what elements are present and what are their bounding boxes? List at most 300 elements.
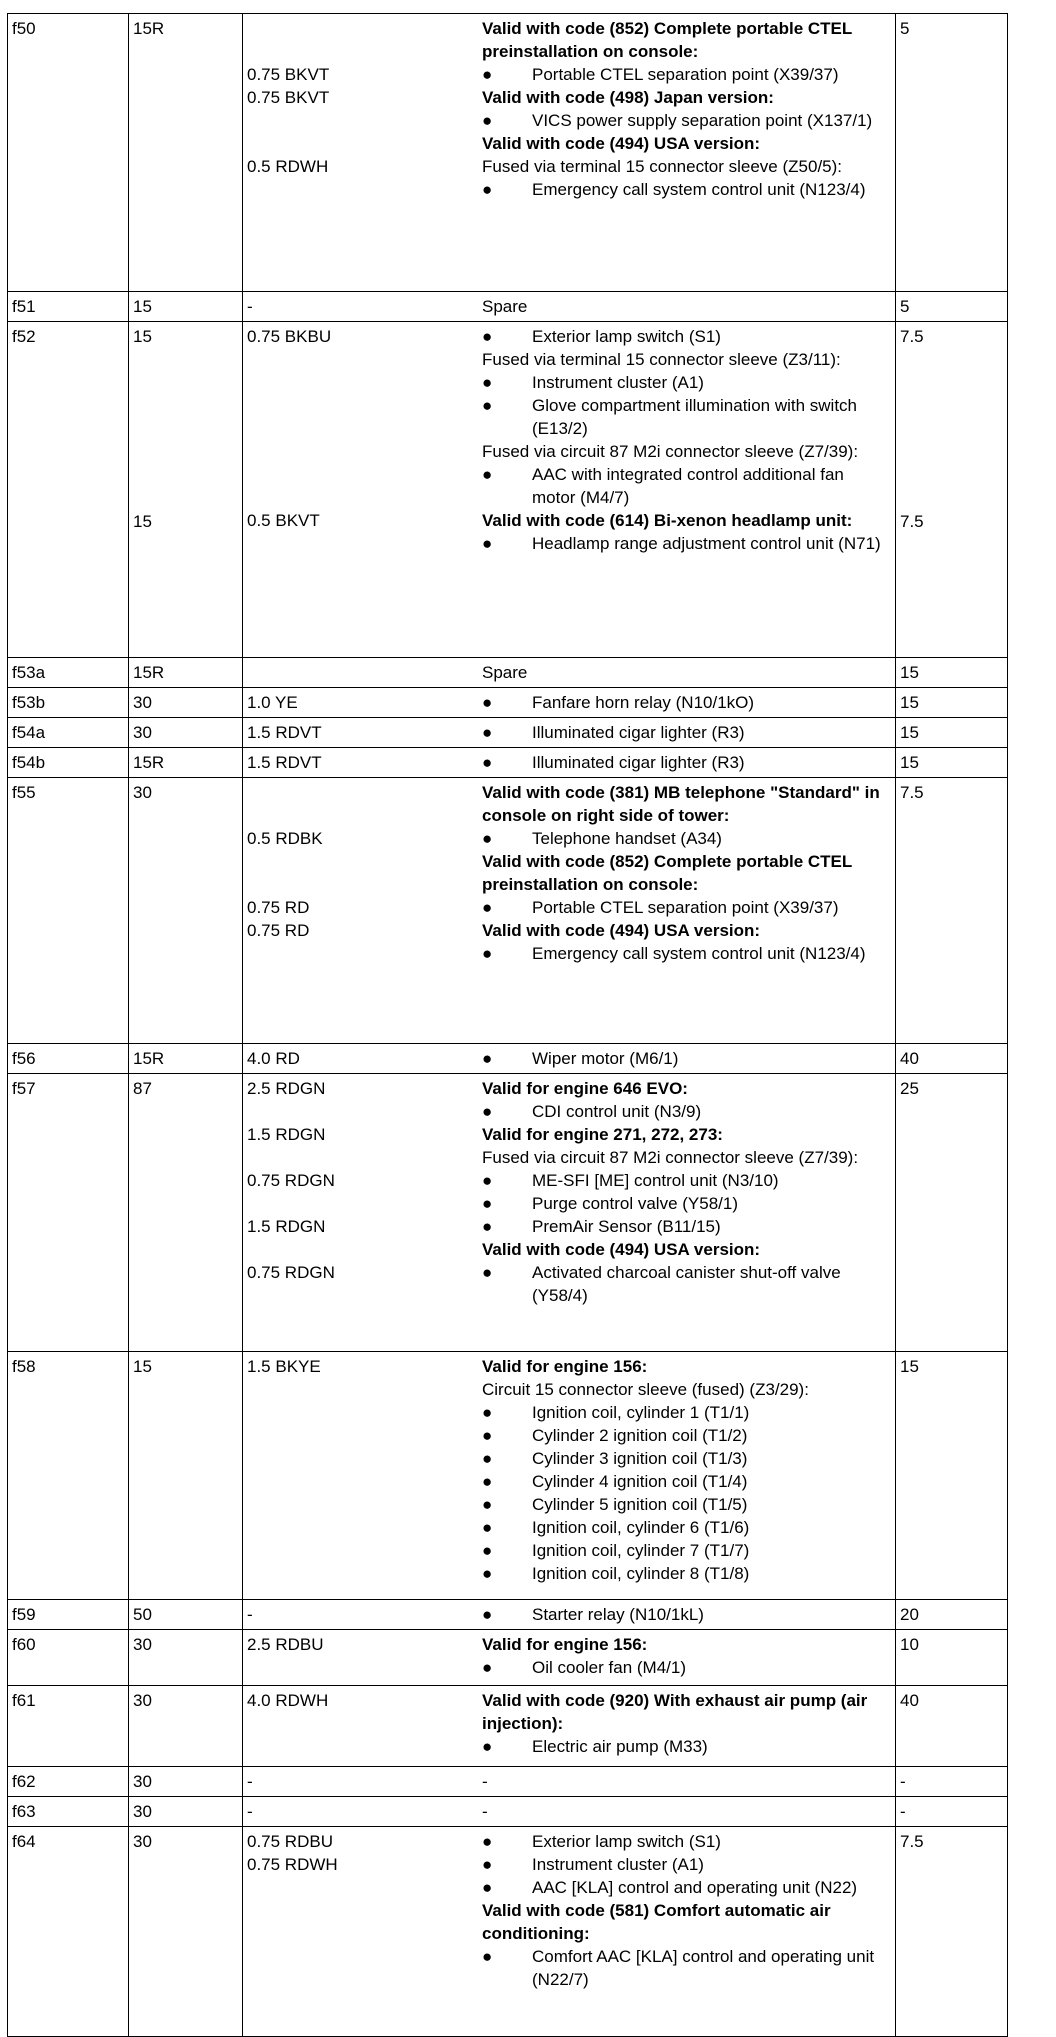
consumer-description: Fused via circuit 87 M2i connector sleeve (Z7/39):: [482, 1148, 859, 1167]
circuit-line: [247, 1378, 891, 1401]
bullet-icon: ●: [482, 829, 493, 848]
wire-spec: 0.75 BKBU: [247, 327, 332, 346]
validity-heading: Valid for engine 156:: [482, 1357, 648, 1376]
table-row: [8, 1630, 1008, 1686]
table-row: [8, 322, 1008, 658]
fuse-number: f64: [8, 1827, 129, 2037]
amp-value: 15: [900, 693, 919, 712]
wire-spec: 0.75 RD: [247, 898, 310, 917]
validity-heading: Valid with code (920) With exhaust air pump (air injection):: [482, 1691, 868, 1733]
consumer-description: Circuit 15 connector sleeve (fused) (Z3/29):: [482, 1380, 809, 1399]
consumer-description: Fused via terminal 15 connector sleeve (Z3/11):: [482, 350, 841, 369]
wire-spec: [247, 440, 482, 463]
wire-spec: -: [247, 297, 253, 316]
wire-spec: 4.0 RD: [247, 1049, 300, 1068]
circuit-line: [247, 1562, 891, 1585]
wire-spec: [247, 1539, 482, 1562]
table-row: [8, 778, 1008, 1044]
circuit-line: [247, 1424, 891, 1447]
circuit-line: [247, 896, 891, 919]
amp-value: -: [900, 1802, 906, 1821]
circuit-line: [247, 1830, 891, 1853]
wire-spec: [247, 394, 482, 440]
table-row: [8, 1686, 1008, 1767]
bullet-icon: ●: [482, 327, 493, 346]
terminal-value: 15R: [133, 663, 165, 682]
terminal-value: 15R: [133, 1049, 165, 1068]
terminal: [129, 1767, 243, 1797]
fuse-number: f58: [8, 1352, 129, 1600]
circuit-line: [247, 691, 891, 714]
bullet-icon: ●: [482, 65, 493, 84]
wire-spec: -: [247, 1605, 253, 1624]
wire-spec: 4.0 RDWH: [247, 1691, 329, 1710]
fuse-rating: [896, 748, 1008, 778]
fuse-number: f54b: [8, 748, 129, 778]
amp-value: 7.5: [900, 511, 924, 531]
wire-spec: [247, 1100, 482, 1123]
terminal: [129, 1074, 243, 1352]
validity-heading: Valid with code (852) Complete portable CTEL preinstallation on console:: [482, 852, 852, 894]
consumer-description: Telephone handset (A34): [532, 829, 722, 848]
wire-cell: [243, 14, 896, 292]
consumer-description: Ignition coil, cylinder 6 (T1/6): [532, 1518, 750, 1537]
terminal-value: 30: [133, 1832, 152, 1851]
table-row: [8, 718, 1008, 748]
wire-spec: [247, 1146, 482, 1169]
fuse-rating: [896, 1827, 1008, 2037]
wire-spec: [247, 348, 482, 371]
terminal-value: 30: [133, 723, 152, 742]
wire-cell: [243, 718, 896, 748]
fuse-number: f53a: [8, 658, 129, 688]
validity-heading: Valid with code (494) USA version:: [482, 921, 761, 940]
wire-spec: [247, 532, 482, 555]
wire-cell: [243, 322, 896, 658]
circuit-line: [247, 463, 891, 509]
bullet-icon: ●: [482, 1658, 493, 1677]
consumer-description: Comfort AAC [KLA] control and operating unit (N22/7): [532, 1947, 875, 1989]
circuit-line: [247, 1735, 891, 1758]
bullet-icon: ●: [482, 1495, 493, 1514]
validity-heading: Valid with code (494) USA version:: [482, 134, 761, 153]
wire-spec: [247, 1238, 482, 1261]
consumer-description: Headlamp range adjustment control unit (N71): [532, 534, 881, 553]
consumer-description: Spare: [482, 663, 528, 682]
wire-spec: [247, 109, 482, 132]
circuit-line: [247, 1355, 891, 1378]
amp-value: 5: [900, 297, 910, 316]
terminal: [129, 1630, 243, 1686]
circuit-line: [247, 751, 891, 774]
fuse-number: f62: [8, 1767, 129, 1797]
bullet-icon: ●: [482, 1737, 493, 1756]
bullet-icon: ●: [482, 898, 493, 917]
consumer-description: -: [482, 1802, 488, 1821]
amp-value: -: [900, 1772, 906, 1791]
amp-value: 5: [900, 19, 910, 38]
circuit-line: [247, 1401, 891, 1424]
wire-spec: 0.75 RD: [247, 921, 310, 940]
wire-spec: [247, 1876, 482, 1899]
wire-spec: 0.75 RDBU: [247, 1832, 333, 1851]
consumer-description: VICS power supply separation point (X137/1): [532, 111, 873, 130]
validity-heading: Valid with code (614) Bi-xenon headlamp unit:: [482, 511, 853, 530]
wire-spec: -: [247, 1772, 253, 1791]
terminal-value: 30: [133, 693, 152, 712]
fuse-allocation-table: [7, 13, 1008, 2037]
consumer-description: Purge control valve (Y58/1): [532, 1194, 738, 1213]
terminal-value: 30: [133, 783, 152, 802]
circuit-line: [247, 132, 891, 155]
consumer-description: Oil cooler fan (M4/1): [532, 1658, 686, 1677]
consumer-description: -: [482, 1772, 488, 1791]
circuit-line: [247, 827, 891, 850]
fuse-rating: [896, 292, 1008, 322]
circuit-line: [247, 1603, 891, 1626]
bullet-icon: ●: [482, 1049, 493, 1068]
consumer-description: Glove compartment illumination with switch (E13/2): [532, 396, 858, 438]
circuit-line: [247, 1146, 891, 1169]
fuse-number: f57: [8, 1074, 129, 1352]
fuse-rating: [896, 1352, 1008, 1600]
terminal-value: 15: [133, 511, 152, 531]
wire-spec: [247, 1562, 482, 1585]
bullet-icon: ●: [482, 1426, 493, 1445]
circuit-line: [247, 1447, 891, 1470]
table-row: [8, 1827, 1008, 2037]
terminal-value: 15: [133, 297, 152, 316]
terminal-value: 30: [133, 1802, 152, 1821]
circuit-line: [247, 532, 891, 555]
wire-cell: [243, 1827, 896, 2037]
table-row: [8, 688, 1008, 718]
circuit-line: [247, 509, 891, 532]
wire-spec: [247, 850, 482, 896]
terminal-value: 30: [133, 1772, 152, 1791]
wire-cell: [243, 1797, 896, 1827]
terminal: [129, 688, 243, 718]
amp-value: 20: [900, 1605, 919, 1624]
wire-spec: [247, 661, 482, 684]
fuse-rating: [896, 688, 1008, 718]
consumer-description: AAC [KLA] control and operating unit (N22): [532, 1878, 858, 1897]
table-row: [8, 1074, 1008, 1352]
wire-spec: [247, 371, 482, 394]
table-row: [8, 1352, 1008, 1600]
wire-cell: [243, 1352, 896, 1600]
validity-heading: Valid for engine 271, 272, 273:: [482, 1125, 723, 1144]
wire-cell: [243, 658, 896, 688]
amp-value: 7.5: [900, 783, 924, 802]
wire-spec: [247, 781, 482, 827]
circuit-line: [247, 721, 891, 744]
wire-spec: 1.0 YE: [247, 693, 298, 712]
wire-spec: [247, 1945, 482, 1991]
fuse-rating: [896, 1044, 1008, 1074]
wire-spec: [247, 1470, 482, 1493]
wire-spec: [247, 178, 482, 201]
terminal: [129, 1827, 243, 2037]
wire-spec: 1.5 RDGN: [247, 1217, 326, 1236]
consumer-description: Fused via circuit 87 M2i connector sleeve (Z7/39):: [482, 442, 859, 461]
bullet-icon: ●: [482, 693, 493, 712]
circuit-line: [247, 1539, 891, 1562]
bullet-icon: ●: [482, 1605, 493, 1624]
circuit-line: [247, 325, 891, 348]
circuit-line: [247, 63, 891, 86]
amp-value: 15: [900, 723, 919, 742]
terminal: [129, 1352, 243, 1600]
wire-cell: [243, 1686, 896, 1767]
terminal: [129, 1600, 243, 1630]
consumer-description: Ignition coil, cylinder 1 (T1/1): [532, 1403, 750, 1422]
circuit-line: [247, 1470, 891, 1493]
wire-spec: 2.5 RDBU: [247, 1635, 324, 1654]
circuit-line: [247, 1047, 891, 1070]
bullet-icon: ●: [482, 1518, 493, 1537]
circuit-line: [247, 371, 891, 394]
consumer-description: ME-SFI [ME] control unit (N3/10): [532, 1171, 779, 1190]
wire-spec: 0.75 BKVT: [247, 65, 330, 84]
terminal-value: 15R: [133, 19, 165, 38]
amp-value: 40: [900, 1049, 919, 1068]
circuit-line: [247, 1633, 891, 1656]
wire-cell: [243, 1600, 896, 1630]
fuse-number: f60: [8, 1630, 129, 1686]
bullet-icon: ●: [482, 1217, 493, 1236]
bullet-icon: ●: [482, 1541, 493, 1560]
consumer-description: Cylinder 2 ignition coil (T1/2): [532, 1426, 748, 1445]
table-row: [8, 1044, 1008, 1074]
circuit-line: [247, 1493, 891, 1516]
table-row: [8, 1767, 1008, 1797]
wire-spec: 0.75 BKVT: [247, 88, 330, 107]
consumer-description: Ignition coil, cylinder 8 (T1/8): [532, 1564, 750, 1583]
amp-value: 25: [900, 1079, 919, 1098]
bullet-icon: ●: [482, 944, 493, 963]
circuit-line: [247, 919, 891, 942]
consumer-description: Spare: [482, 297, 528, 316]
circuit-line: [247, 155, 891, 178]
wire-spec: [247, 1424, 482, 1447]
amp-value: 7.5: [900, 327, 924, 346]
terminal: [129, 1686, 243, 1767]
table-row: [8, 658, 1008, 688]
consumer-description: CDI control unit (N3/9): [532, 1102, 702, 1121]
fuse-rating: [896, 1630, 1008, 1686]
consumer-description: Exterior lamp switch (S1): [532, 327, 721, 346]
wire-spec: [247, 1447, 482, 1470]
consumer-description: Emergency call system control unit (N123/4): [532, 944, 866, 963]
validity-heading: Valid for engine 156:: [482, 1635, 648, 1654]
wire-spec: [247, 1735, 482, 1758]
consumer-description: Emergency call system control unit (N123/4): [532, 180, 866, 199]
wire-spec: -: [247, 1802, 253, 1821]
circuit-line: [247, 661, 891, 684]
circuit-line: [247, 1945, 891, 1991]
bullet-icon: ●: [482, 1878, 493, 1897]
circuit-line: [247, 1876, 891, 1899]
fuse-number: f54a: [8, 718, 129, 748]
bullet-icon: ●: [482, 1947, 493, 1966]
fuse-rating: [896, 1767, 1008, 1797]
circuit-line: [247, 86, 891, 109]
amp-value: 10: [900, 1635, 919, 1654]
wire-spec: 1.5 RDGN: [247, 1125, 326, 1144]
circuit-line: [247, 1238, 891, 1261]
terminal: [129, 718, 243, 748]
circuit-line: [247, 17, 891, 63]
validity-heading: Valid with code (498) Japan version:: [482, 88, 774, 107]
wire-spec: [247, 1401, 482, 1424]
circuit-line: [247, 109, 891, 132]
fuse-number: f52: [8, 322, 129, 658]
amp-value: 40: [900, 1691, 919, 1710]
consumer-description: Portable CTEL separation point (X39/37): [532, 898, 839, 917]
wire-spec: 1.5 BKYE: [247, 1357, 321, 1376]
amp-value: 15: [900, 1357, 919, 1376]
wire-cell: [243, 1630, 896, 1686]
bullet-icon: ●: [482, 723, 493, 742]
wire-spec: 0.5 BKVT: [247, 511, 320, 530]
wire-cell: [243, 1767, 896, 1797]
terminal: [129, 1797, 243, 1827]
fuse-rating: [896, 1600, 1008, 1630]
consumer-description: Starter relay (N10/1kL): [532, 1605, 704, 1624]
wire-cell: [243, 1074, 896, 1352]
circuit-line: [247, 1261, 891, 1307]
circuit-line: [247, 295, 891, 318]
circuit-line: [247, 1800, 891, 1823]
circuit-line: [247, 1516, 891, 1539]
fuse-number: f63: [8, 1797, 129, 1827]
validity-heading: Valid with code (494) USA version:: [482, 1240, 761, 1259]
bullet-icon: ●: [482, 465, 493, 484]
terminal-value: 15: [133, 1357, 152, 1376]
bullet-icon: ●: [482, 1449, 493, 1468]
circuit-line: [247, 1123, 891, 1146]
circuit-line: [247, 1689, 891, 1735]
circuit-line: [247, 1853, 891, 1876]
terminal-value: 30: [133, 1691, 152, 1710]
fuse-number: f61: [8, 1686, 129, 1767]
consumer-description: Electric air pump (M33): [532, 1737, 708, 1756]
wire-spec: 0.5 RDWH: [247, 157, 329, 176]
wire-spec: [247, 132, 482, 155]
terminal: [129, 658, 243, 688]
table-row: [8, 14, 1008, 292]
bullet-icon: ●: [482, 1855, 493, 1874]
wire-spec: 0.75 RDGN: [247, 1171, 335, 1190]
bullet-icon: ●: [482, 396, 493, 415]
consumer-description: Activated charcoal canister shut-off valve (Y58/4): [532, 1263, 841, 1305]
table-row: [8, 292, 1008, 322]
terminal-value: 30: [133, 1635, 152, 1654]
bullet-icon: ●: [482, 753, 493, 772]
terminal: [129, 322, 243, 658]
table-row: [8, 748, 1008, 778]
consumer-description: Instrument cluster (A1): [532, 373, 704, 392]
terminal: [129, 292, 243, 322]
fuse-number: f50: [8, 14, 129, 292]
validity-heading: Valid with code (581) Comfort automatic air conditioning:: [482, 1901, 831, 1943]
consumer-description: Instrument cluster (A1): [532, 1855, 704, 1874]
circuit-line: [247, 1656, 891, 1679]
bullet-icon: ●: [482, 373, 493, 392]
fuse-number: f55: [8, 778, 129, 1044]
bullet-icon: ●: [482, 1194, 493, 1213]
circuit-line: [247, 440, 891, 463]
bullet-icon: ●: [482, 534, 493, 553]
fuse-rating: [896, 322, 1008, 658]
amp-value: 15: [900, 663, 919, 682]
wire-spec: 0.75 RDWH: [247, 1855, 338, 1874]
fuse-rating: [896, 1686, 1008, 1767]
circuit-line: [247, 942, 891, 965]
wire-spec: [247, 1493, 482, 1516]
consumer-description: PremAir Sensor (B11/15): [532, 1217, 721, 1236]
wire-spec: [247, 1378, 482, 1401]
circuit-line: [247, 1770, 891, 1793]
circuit-line: [247, 781, 891, 827]
terminal-value: 87: [133, 1079, 152, 1098]
amp-value: 15: [900, 753, 919, 772]
terminal-value: 50: [133, 1605, 152, 1624]
circuit-line: [247, 178, 891, 201]
bullet-icon: ●: [482, 1472, 493, 1491]
wire-cell: [243, 292, 896, 322]
consumer-description: Cylinder 4 ignition coil (T1/4): [532, 1472, 748, 1491]
fuse-number: f53b: [8, 688, 129, 718]
validity-heading: Valid with code (381) MB telephone "Standard" in console on right side of tower:: [482, 783, 880, 825]
consumer-description: Exterior lamp switch (S1): [532, 1832, 721, 1851]
wire-spec: [247, 1516, 482, 1539]
bullet-icon: ●: [482, 1171, 493, 1190]
bullet-icon: ●: [482, 1403, 493, 1422]
table-row: [8, 1797, 1008, 1827]
validity-heading: Valid with code (852) Complete portable CTEL preinstallation on console:: [482, 19, 852, 61]
wire-spec: 0.5 RDBK: [247, 829, 323, 848]
bullet-icon: ●: [482, 1564, 493, 1583]
circuit-line: [247, 348, 891, 371]
wire-spec: [247, 463, 482, 509]
fuse-rating: [896, 778, 1008, 1044]
wire-spec: 2.5 RDGN: [247, 1079, 326, 1098]
wire-cell: [243, 778, 896, 1044]
terminal: [129, 778, 243, 1044]
consumer-description: Illuminated cigar lighter (R3): [532, 723, 745, 742]
terminal: [129, 748, 243, 778]
terminal-value: 15R: [133, 753, 165, 772]
circuit-line: [247, 1100, 891, 1123]
consumer-description: Fanfare horn relay (N10/1kO): [532, 693, 755, 712]
circuit-line: [247, 1169, 891, 1192]
bullet-icon: ●: [482, 180, 493, 199]
wire-cell: [243, 1044, 896, 1074]
circuit-line: [247, 1192, 891, 1215]
wire-spec: 0.75 RDGN: [247, 1263, 335, 1282]
bullet-icon: ●: [482, 1102, 493, 1121]
wire-spec: 1.5 RDVT: [247, 753, 322, 772]
fuse-number: f56: [8, 1044, 129, 1074]
circuit-line: [247, 1899, 891, 1945]
terminal: [129, 14, 243, 292]
consumer-description: Portable CTEL separation point (X39/37): [532, 65, 839, 84]
fuse-rating: [896, 14, 1008, 292]
fuse-rating: [896, 718, 1008, 748]
consumer-description: Ignition coil, cylinder 7 (T1/7): [532, 1541, 750, 1560]
